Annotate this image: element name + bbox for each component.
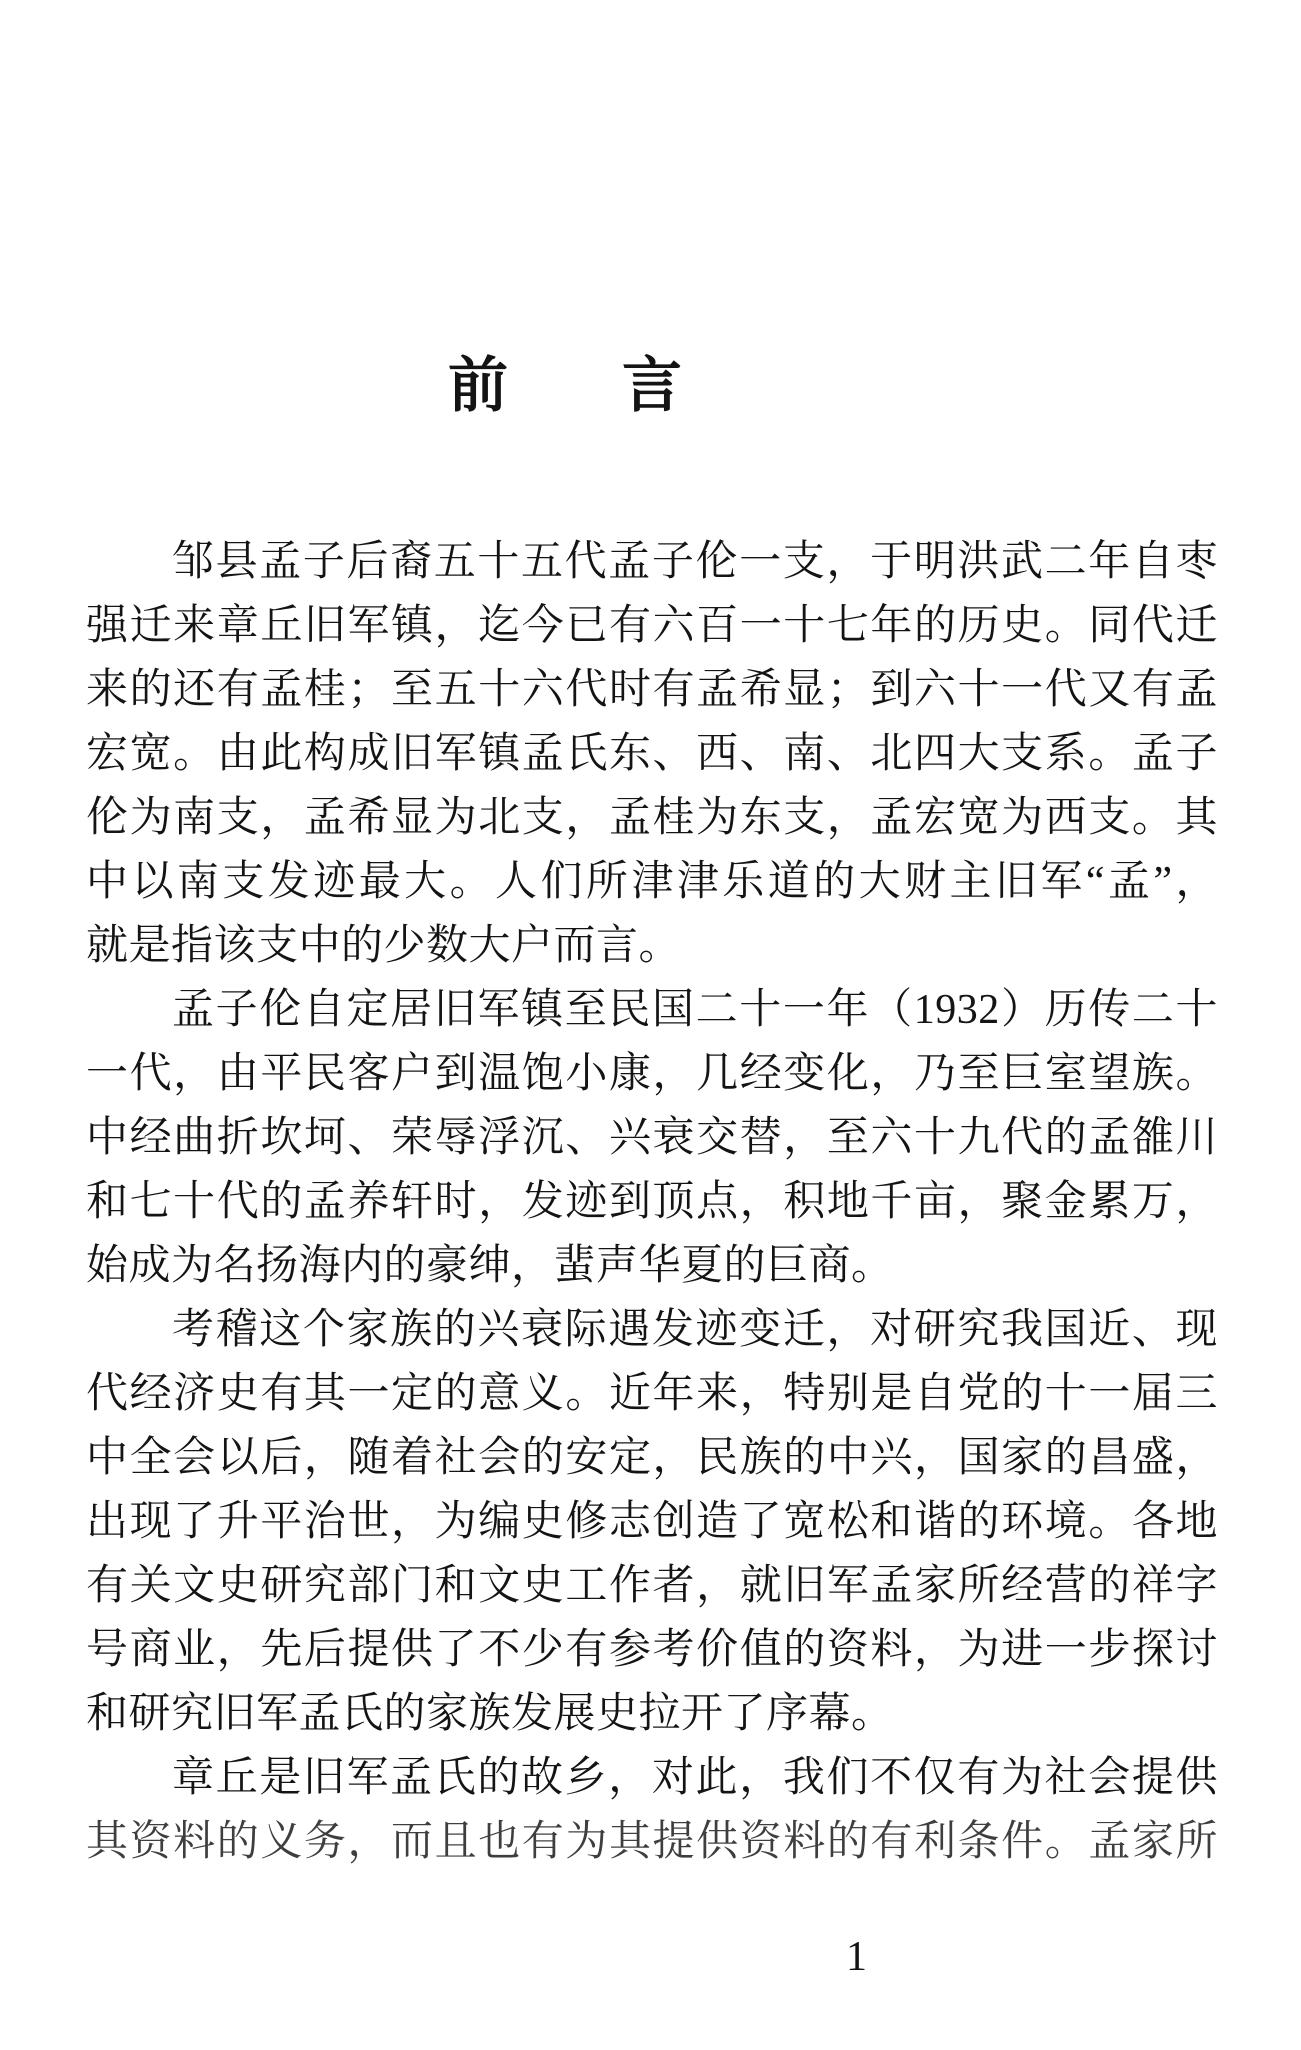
text-line: 考稽这个家族的兴衰际遇发迹变迁，对研究我国近、现 — [172, 1307, 1218, 1353]
body-text — [86, 530, 1218, 1874]
text-line: 来的还有孟桂；至五十六代时有孟希显；到六十一代又有孟 — [86, 667, 1218, 713]
text-line: 其资料的义务，而且也有为其提供资料的有利条件。孟家所 — [86, 1819, 1218, 1865]
text-line: 和研究旧军孟氏的家族发展史拉开了序幕。 — [86, 1691, 894, 1737]
title-char-1: 前 — [448, 353, 508, 419]
text-line: 宏宽。由此构成旧军镇孟氏东、西、南、北四大支系。孟子 — [86, 731, 1218, 777]
text-line: 号商业，先后提供了不少有参考价值的资料，为进一步探讨 — [86, 1627, 1218, 1673]
text-line: 中全会以后，随着社会的安定，民族的中兴，国家的昌盛， — [86, 1435, 1218, 1481]
text-line: 孟子伦自定居旧军镇至民国二十一年（1932）历传二十 — [172, 987, 1218, 1033]
text-line: 出现了升平治世，为编史修志创造了宽松和谐的环境。各地 — [86, 1499, 1218, 1545]
text-line: 邹县孟子后裔五十五代孟子伦一支，于明洪武二年自枣 — [172, 539, 1218, 585]
text-line: 中经曲折坎坷、荣辱浮沉、兴衰交替，至六十九代的孟雒川 — [86, 1115, 1218, 1161]
text-line: 一代，由平民客户到温饱小康，几经变化，乃至巨室望族。 — [86, 1051, 1218, 1097]
text-line: 章丘是旧军孟氏的故乡，对此，我们不仅有为社会提供 — [172, 1755, 1218, 1801]
page-title — [448, 353, 682, 419]
text-line: 始成为名扬海内的豪绅，蜚声华夏的巨商。 — [86, 1243, 894, 1289]
text-line: 中以南支发迹最大。人们所津津乐道的大财主旧军“孟”， — [86, 859, 1218, 905]
text-line: 就是指该支中的少数大户而言。 — [86, 923, 682, 969]
page-number: 1 — [846, 1934, 867, 1980]
text-line: 代经济史有其一定的意义。近年来，特别是自党的十一届三 — [86, 1371, 1218, 1417]
text-line: 有关文史研究部门和文史工作者，就旧军孟家所经营的祥字 — [86, 1563, 1218, 1609]
text-line: 强迁来章丘旧军镇，迄今已有六百一十七年的历史。同代迁 — [86, 603, 1218, 649]
text-line: 伦为南支，孟希显为北支，孟桂为东支，孟宏宽为西支。其 — [86, 795, 1218, 841]
title-char-2: 言 — [622, 353, 682, 419]
text-line: 和七十代的孟养轩时，发迹到顶点，积地千亩，聚金累万， — [86, 1179, 1218, 1225]
